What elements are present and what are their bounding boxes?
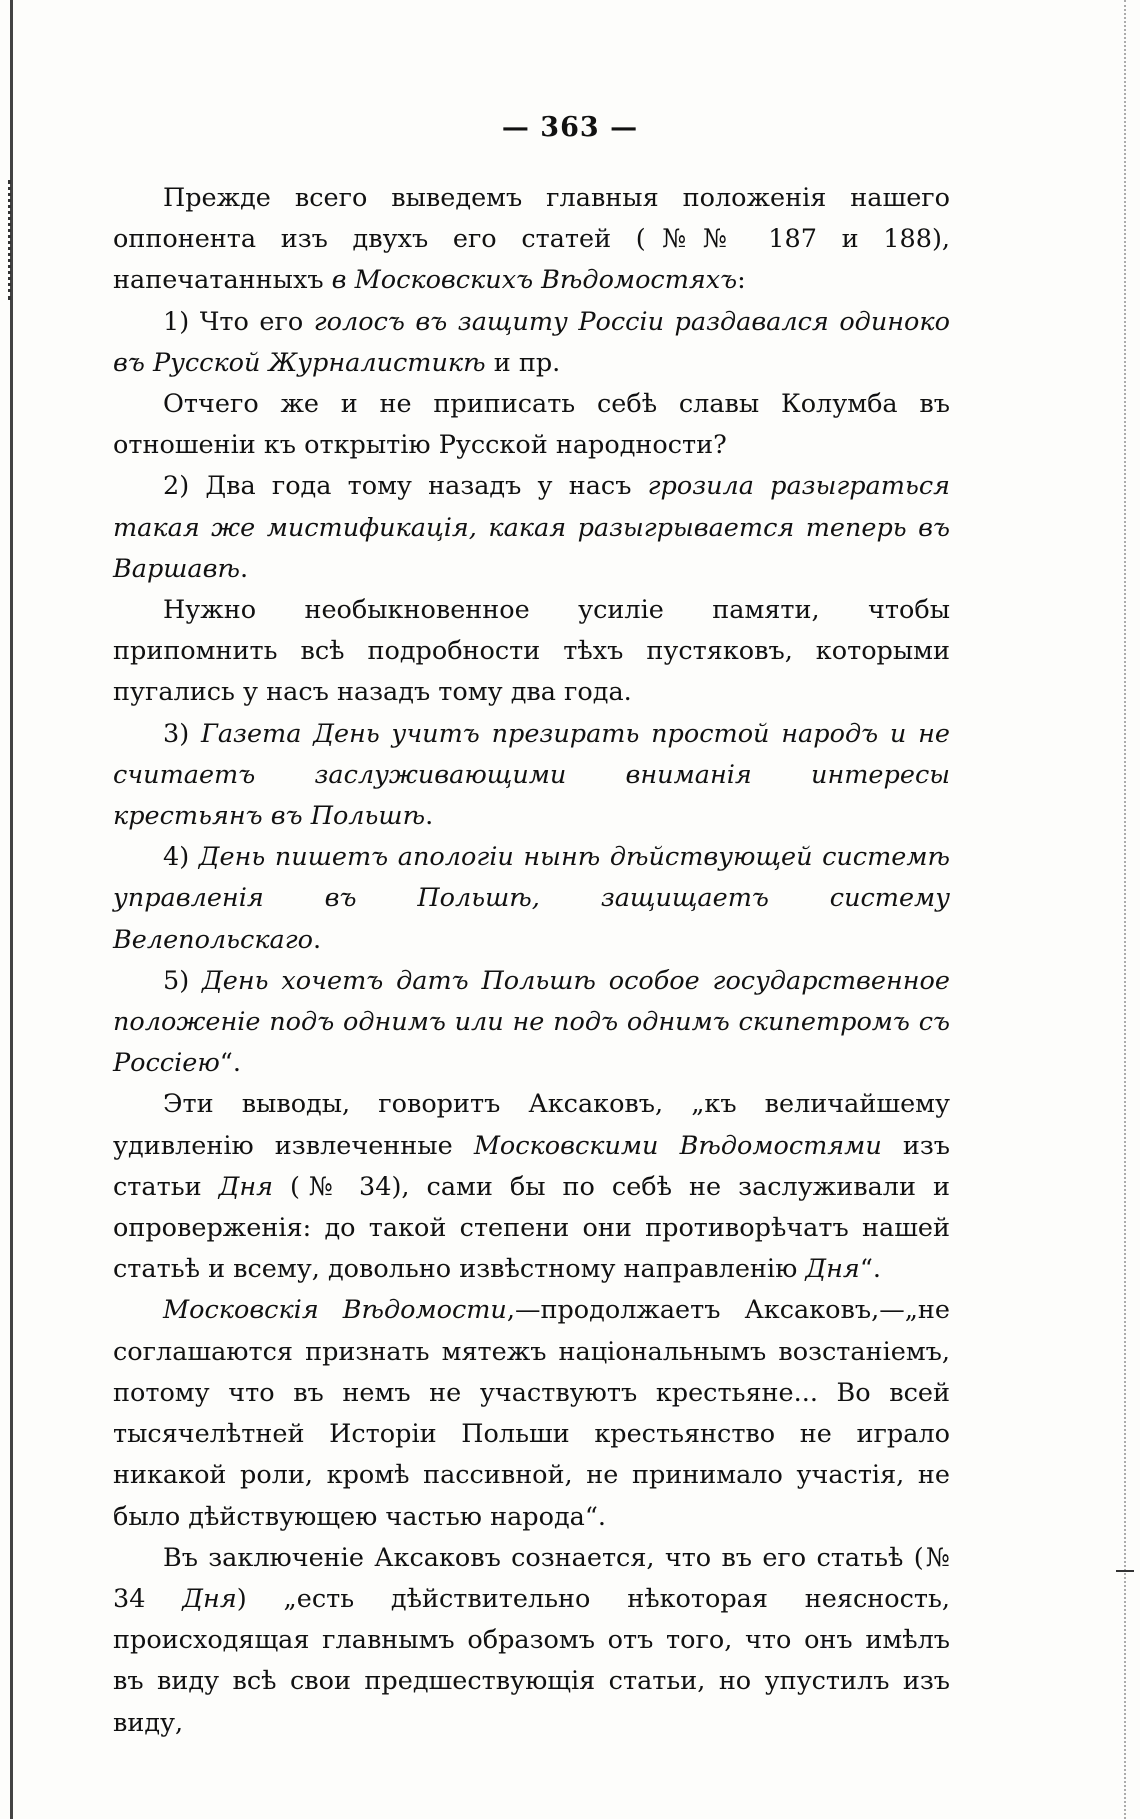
- paragraph-conclusion: Въ заключеніе Аксаковъ сознается, что въ его статьѣ (№ 34 Дня) „есть дѣйствительно нѣкоторая неясность, происходящая главнымъ образомъ отъ того, что онъ имѣлъ въ виду всѣ свои предшествующія статьи, но упустилъ изъ виду,: [113, 1542, 950, 1738]
- paragraph-point-4: 4) День пишетъ апологіи нынѣ дѣйствующей системѣ управленія въ Польшѣ, защищаетъ систему Велепольскаго.: [113, 842, 951, 955]
- page-number: — 363 —: [501, 112, 639, 143]
- paragraph-intro: Прежде всего выведемъ главныя положенія нашего оппонента изъ двухъ его статей (№№ 187 и 188), напечатанныхъ в Московскихъ Вѣдомостяхъ:: [113, 183, 950, 296]
- body-text: [113, 178, 950, 1744]
- paragraph-reply-1: Отчего же и не приписать себѣ славы Колумба въ отношеніи къ открытію Русской народности?: [113, 389, 950, 461]
- left-edge-marks: [8, 180, 17, 300]
- paragraph-aksakov-quote: Эти выводы, говоритъ Аксаковъ, „къ величайшему удивленію извлеченные Московскими Вѣдомостями изъ статьи Дня (№ 34), сами бы по себѣ не заслуживали и опроверженія: до такой степени они противорѣчатъ нашей статьѣ и всему, довольно извѣстному направленію Дня“.: [113, 1089, 950, 1285]
- paragraph-point-3: 3) Газета День учитъ презирать простой народъ и не считаетъ заслуживающими вниманія интересы крестьянъ въ Польшѣ.: [113, 718, 950, 832]
- right-page-edge: [1122, 0, 1126, 1819]
- right-edge-mark: [1116, 1570, 1134, 1572]
- paragraph-reply-2: Нужно необыкновенное усиліе памяти, чтобы припомнить всѣ подробности тѣхъ пустяковъ, которыми пугались у насъ назадъ тому два года.: [113, 595, 950, 708]
- paragraph-point-5: 5) День хочетъ датъ Польшѣ особое государственное положеніе подъ однимъ или не подъ однимъ скипетромъ съ Россіею“.: [113, 965, 950, 1079]
- paragraph-point-1: 1) Что его голосъ въ защиту Россіи раздавался одиноко въ Русской Журналистикѣ и пр.: [113, 306, 950, 378]
- paragraph-moscow-news: Московскія Вѣдомости,—продолжаетъ Аксаковъ,—„не соглашаются признать мятежъ національнымъ возстаніемъ, потому что въ немъ не участвуютъ крестьяне... Во всей тысячелѣтней Исторіи Польши крестьянство не играло никакой роли, кромѣ пассивной, не принимало участія, не было дѣйствующею частью народа“.: [113, 1295, 950, 1532]
- paragraph-point-2: 2) Два года тому назадъ у насъ грозила разыграться такая же мистификація, какая разыгрывается теперь въ Варшавѣ.: [113, 471, 950, 584]
